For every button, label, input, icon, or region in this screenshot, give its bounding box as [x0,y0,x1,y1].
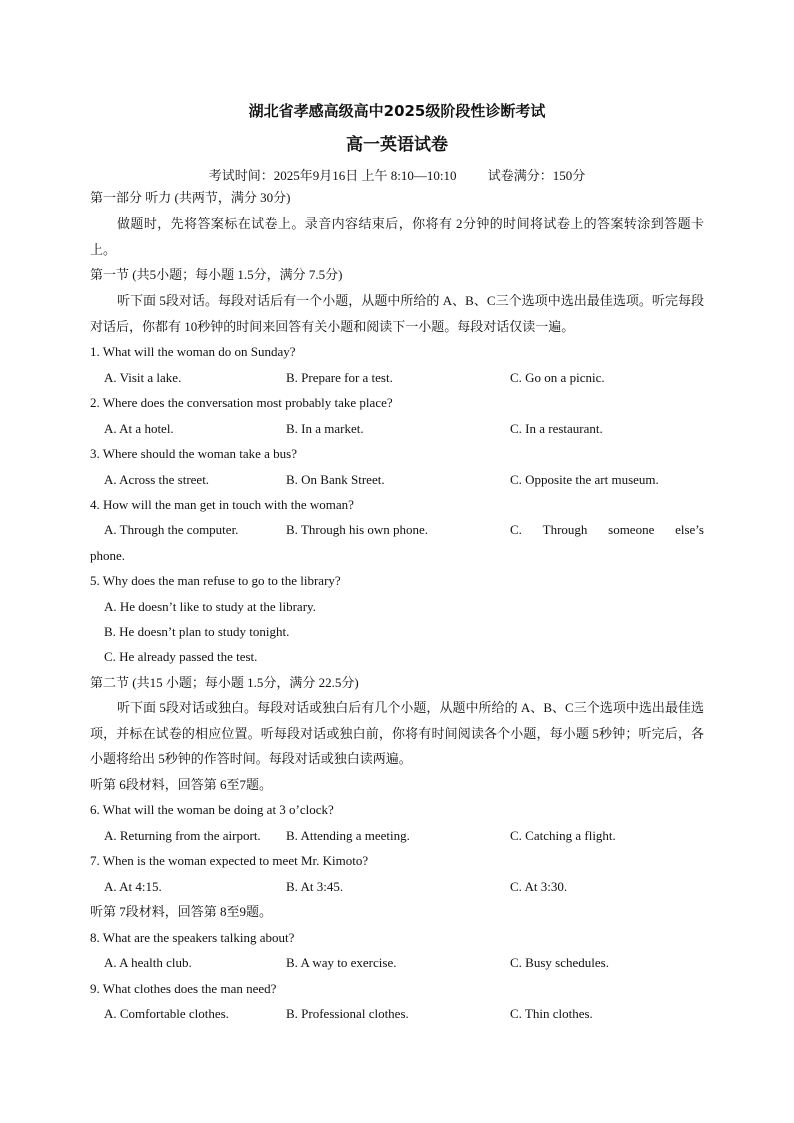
part1-instructions: 做题时，先将答案标在试卷上。录音内容结束后，你将有 2分钟的时间将试卷上的答案转涂到答题卡上。 [90,216,704,257]
question-1: 1. What will the woman do on Sunday? [90,344,296,359]
part1-heading: 第一部分 听力 (共两节，满分 30分) [90,190,291,205]
question-3: 3. Where should the woman take a bus? [90,446,297,461]
option-c-letter: C. [510,522,522,537]
option-c: C. He already passed the test. [104,649,258,664]
option-b: B. In a market. [286,421,364,436]
option-c: C. Go on a picnic. [510,370,605,385]
exam-time: 考试时间：2025年9月16日 上午 8:10—10:10 [208,168,457,183]
option-b: B. Professional clothes. [286,1006,409,1021]
option-a: A. Returning from the airport. [104,828,261,843]
full-score: 试卷满分：150分 [487,168,586,183]
option-c: C. Busy schedules. [510,955,609,970]
option-b: B. Through his own phone. [286,522,429,537]
option-a: A. Comfortable clothes. [104,1006,229,1021]
option-a: A. Visit a lake. [104,370,182,385]
option-a: A. At a hotel. [104,421,174,436]
option-a: A. He doesn’t like to study at the library. [104,599,316,614]
option-c: C. Opposite the art museum. [510,472,659,487]
option-b: B. Prepare for a test. [286,370,393,385]
option-c: C. Thin clothes. [510,1006,593,1021]
section1-heading: 第一节 (共5小题；每小题 1.5分，满分 7.5分) [90,267,343,282]
option-c [510,522,704,538]
question-6: 6. What will the woman be doing at 3 o’clock? [90,802,334,817]
question-2: 2. Where does the conversation most probably take place? [90,395,393,410]
option-c-word: someone [608,522,655,537]
option-a: A. A health club. [104,955,192,970]
exam-title: 高一英语试卷 [346,135,448,155]
school-title: 湖北省孝感高级高中2025级阶段性诊断考试 [248,102,546,120]
question-9: 9. What clothes does the man need? [90,981,277,996]
option-b: B. At 3:45. [286,879,344,894]
option-c-word: Through [542,522,588,537]
option-b: B. On Bank Street. [286,472,385,487]
option-c: C. Catching a flight. [510,828,616,843]
option-c: C. At 3:30. [510,879,568,894]
section2-instructions: 听下面 5段对话或独白。每段对话或独白后有几个小题，从题中所给的 A、B、C三个选项中选出最佳选项，并标在试卷的相应位置。听每段对话或独白前，你将有时间阅读各个小题，每小题 5秒钟；听完后，各小题将给出 5秒钟的作答时间。每段对话或独白读两遍。 [90,700,704,766]
section2-heading: 第二节 (共15 小题；每小题 1.5分，满分 22.5分) [90,675,359,690]
option-b: B. Attending a meeting. [286,828,410,843]
question-4: 4. How will the man get in touch with the woman? [90,497,354,512]
exam-info [0,165,794,184]
section1-instructions: 听下面 5段对话。每段对话后有一个小题，从题中所给的 A、B、C三个选项中选出最佳选项。听完每段对话后，你都有 10秒钟的时间来回答有关小题和阅读下一小题。每段对话仅读一遍。 [90,293,704,334]
option-a: A. At 4:15. [104,879,162,894]
material-7-note: 听第 7段材料，回答第 8至9题。 [90,904,273,919]
option-c-continuation: phone. [90,548,126,563]
option-b: B. A way to exercise. [286,955,397,970]
material-6-note: 听第 6段材料，回答第 6至7题。 [90,777,273,792]
question-8: 8. What are the speakers talking about? [90,930,295,945]
option-a: A. Across the street. [104,472,210,487]
option-c-word: else’s [675,522,704,537]
option-c: C. In a restaurant. [510,421,603,436]
question-5: 5. Why does the man refuse to go to the library? [90,573,341,588]
option-a: A. Through the computer. [104,522,239,537]
question-7: 7. When is the woman expected to meet Mr. Kimoto? [90,853,369,868]
option-b: B. He doesn’t plan to study tonight. [104,624,290,639]
